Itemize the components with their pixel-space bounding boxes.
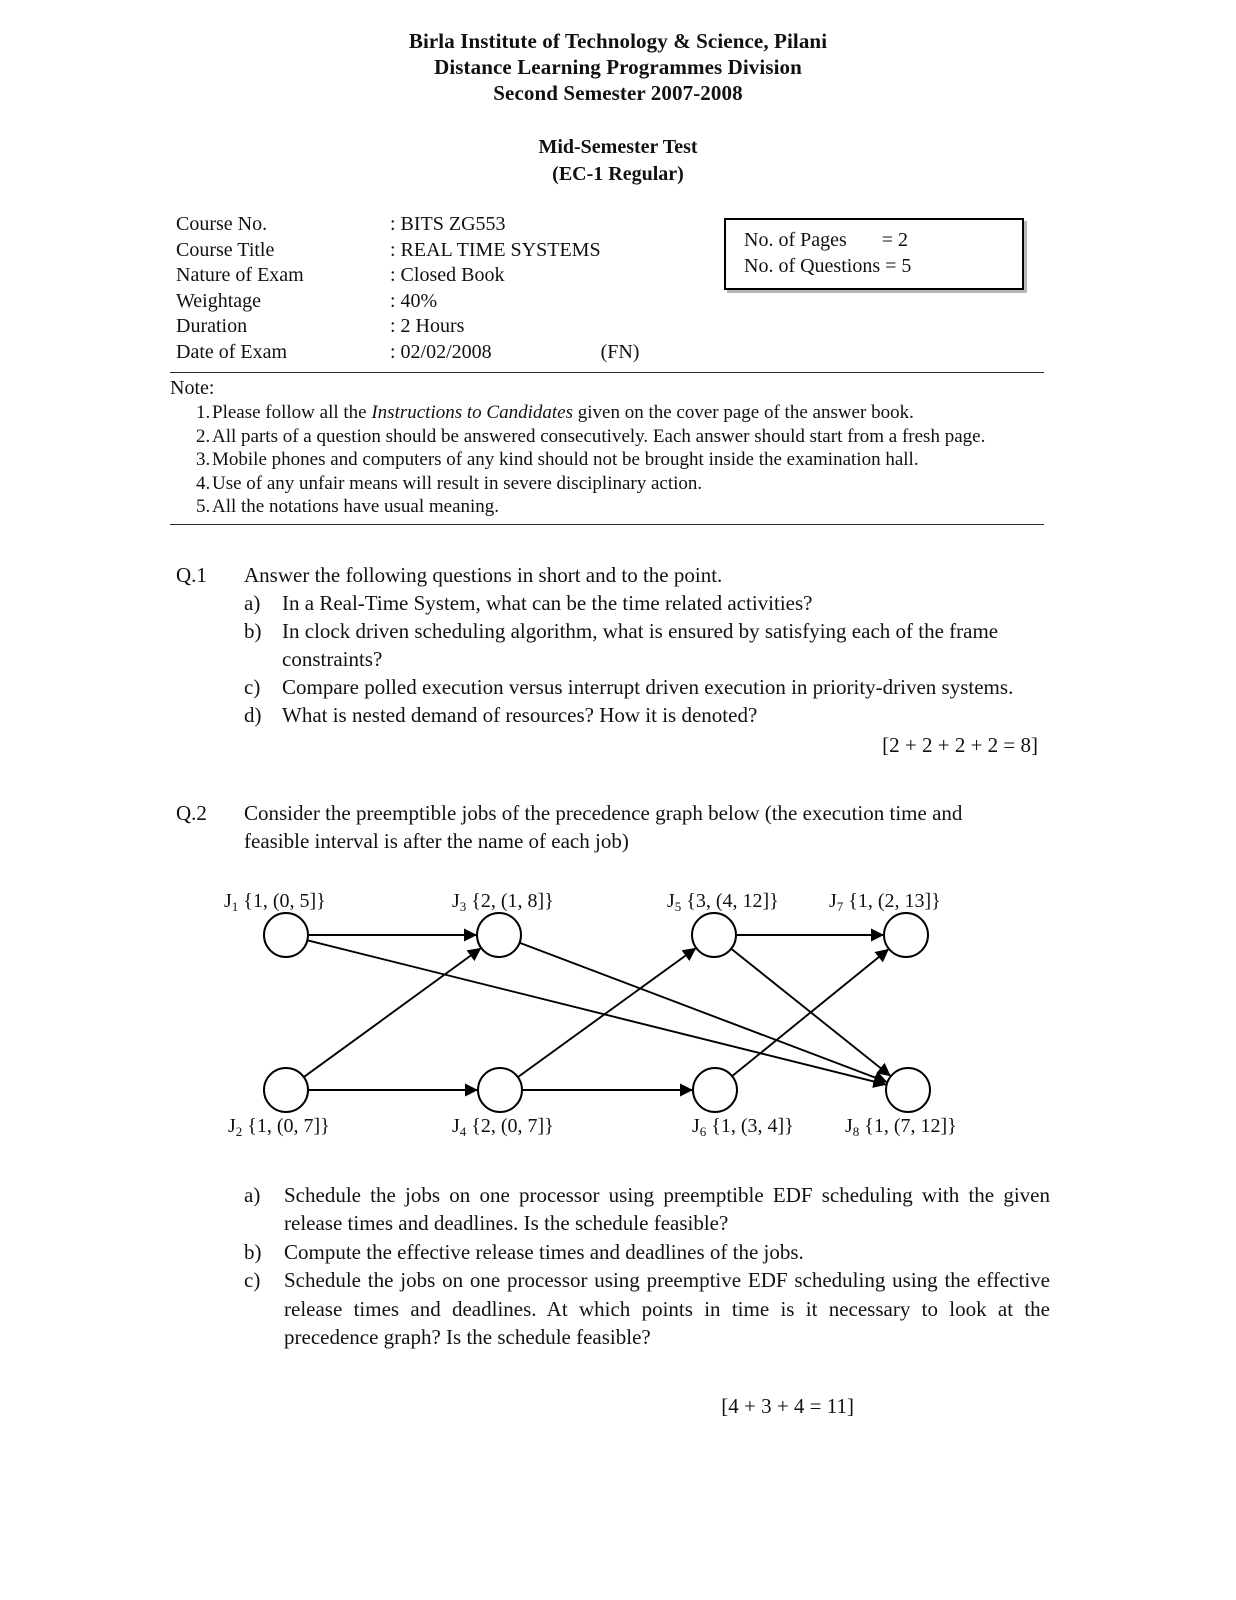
institute-header [0, 0, 1236, 106]
note-number: 2. [196, 425, 211, 447]
question-1-stem [176, 561, 1046, 589]
list-item [244, 673, 1046, 701]
divider-bottom [170, 524, 1044, 525]
semester-name: Second Semester 2007-2008 [493, 81, 743, 105]
table-row [176, 314, 639, 340]
table-row [176, 289, 639, 315]
list-item [244, 1238, 1050, 1267]
graph-node-j6 [693, 1068, 737, 1112]
part-text: In a Real-Time System, what can be the time related activities? [282, 590, 813, 615]
note-text: Mobile phones and computers of any kind should not be brought inside the examination hall. [212, 449, 919, 470]
course-info-table [176, 212, 639, 365]
no-of-pages: No. of Pages = 2 [744, 229, 909, 251]
table-row [176, 263, 639, 289]
institute-name: Birla Institute of Technology & Science, Pilani [408, 29, 828, 53]
course-title-extra [601, 238, 640, 264]
division-name: Distance Learning Programmes Division [434, 55, 802, 79]
list-item [170, 425, 1236, 449]
part-text: Compare polled execution versus interrupt driven execution in priority-driven systems. [282, 674, 1014, 699]
part-text: Compute the effective release times and deadlines of the jobs. [284, 1239, 804, 1264]
note-number: 1. [196, 402, 211, 423]
list-item [244, 1266, 1050, 1352]
question-2 [0, 799, 1236, 855]
graph-node-label-j5: $J_5$ {3, (4, 12]} [667, 889, 779, 914]
part-text: Schedule the jobs on one processor using preemptible EDF scheduling with the given release times and deadlines. Is the schedule feasible? [284, 1182, 1050, 1235]
graph-node-label-j6: $J_6$ {1, (3, 4]} [692, 1114, 794, 1139]
part-marker: b) [244, 618, 262, 643]
question-2-stem-text: Consider the preemptible jobs of the precedence graph below (the execution time and feasible interval is after the name of each job) [244, 800, 963, 853]
note-text-pre: Please follow all the [212, 402, 372, 423]
part-text: In clock driven scheduling algorithm, what is ensured by satisfying each of the frame constraints? [282, 618, 999, 671]
course-title-value: : REAL TIME SYSTEMS [390, 238, 601, 261]
course-no-extra [601, 212, 640, 238]
part-text: What is nested demand of resources? How it is denoted? [282, 702, 758, 727]
date-of-exam-session: (FN) [600, 340, 640, 363]
test-title-block [0, 134, 1236, 188]
graph-node-label-j2: $J_2$ {1, (0, 7]} [228, 1114, 330, 1139]
date-of-exam-value: : 02/02/2008 [390, 340, 492, 363]
question-2-number: Q.2 [176, 800, 207, 825]
graph-edge-j4-to-j5 [518, 948, 696, 1077]
course-title-label: Course Title [176, 238, 275, 261]
part-marker: c) [244, 1268, 261, 1292]
weightage-label: Weightage [176, 289, 262, 312]
list-item [170, 495, 1236, 519]
nature-of-exam-value: : Closed Book [390, 264, 505, 286]
table-row [176, 340, 639, 366]
question-1-parts [176, 589, 1046, 729]
note-text-post: given on the cover page of the answer book. [572, 402, 914, 423]
list-item [244, 701, 1046, 729]
note-text: All parts of a question should be answered consecutively. Each answer should start from a fresh page. [212, 425, 986, 447]
note-text-emphasis: Instructions to Candidates [371, 402, 573, 423]
graph-node-label-j7: $J_7$ {1, (2, 13]} [829, 889, 941, 914]
part-marker: a) [244, 590, 261, 615]
list-item [244, 589, 1046, 617]
graph-node-j3 [477, 913, 521, 957]
list-item [170, 472, 1236, 496]
duration-extra [601, 314, 640, 340]
table-row [176, 238, 639, 264]
part-marker: c) [244, 674, 261, 699]
list-item [170, 448, 1236, 472]
graph-node-j4 [478, 1068, 522, 1112]
test-component: (EC-1 Regular) [552, 163, 684, 185]
part-text: Schedule the jobs on one processor using preemptive EDF scheduling using the effective release times and deadlines. At which points in time is it necessary to look at the precedence graph? Is the schedule feasible? [284, 1268, 1050, 1349]
duration-label: Duration [176, 315, 248, 337]
graph-node-label-j8: $J_8$ {1, (7, 12]} [845, 1114, 957, 1139]
part-marker: a) [244, 1182, 261, 1207]
list-item [244, 617, 1046, 673]
course-no-label: Course No. [176, 213, 268, 235]
date-of-exam-label: Date of Exam [176, 340, 288, 363]
note-text: All the notations have usual meaning. [212, 496, 500, 517]
graph-node-j8 [886, 1068, 930, 1112]
pages-questions-box [724, 218, 1024, 290]
nature-of-exam-label: Nature of Exam [176, 264, 304, 286]
question-1-stem-text: Answer the following questions in short and to the point. [244, 562, 723, 587]
note-number: 3. [196, 449, 211, 470]
graph-node-label-j4: $J_4$ {2, (0, 7]} [452, 1114, 554, 1139]
weightage-extra [601, 289, 640, 315]
weightage-value: : 40% [390, 289, 438, 312]
list-item [170, 401, 1236, 425]
graph-node-j7 [884, 913, 928, 957]
note-number: 4. [196, 472, 211, 494]
question-2-parts [0, 1181, 1236, 1419]
graph-edge-layer [304, 935, 890, 1090]
precedence-graph-svg [0, 865, 1236, 1135]
part-marker: b) [244, 1239, 262, 1264]
duration-value: : 2 Hours [390, 315, 465, 337]
note-list [170, 401, 1236, 519]
nature-of-exam-extra [601, 263, 640, 289]
part-marker: d) [244, 702, 262, 727]
graph-node-label-j1: $J_1$ {1, (0, 5]} [224, 889, 326, 914]
question-2-stem [176, 799, 1046, 855]
question-2-marks: [4 + 3 + 4 = 11] [721, 1393, 854, 1418]
question-2-part-list [244, 1181, 1050, 1352]
test-name: Mid-Semester Test [538, 136, 698, 158]
graph-node-label-j3: $J_3$ {2, (1, 8]} [452, 889, 554, 914]
course-info-zone [0, 212, 1236, 365]
note-number: 5. [196, 496, 211, 517]
list-item [244, 1181, 1050, 1238]
question-1 [0, 561, 1236, 759]
note-title: Note: [170, 377, 215, 399]
note-section [0, 376, 1236, 519]
graph-node-j5 [692, 913, 736, 957]
course-no-value: : BITS ZG553 [390, 213, 506, 235]
note-text: Use of any unfair means will result in severe disciplinary action. [212, 472, 703, 494]
table-row [176, 212, 639, 238]
no-of-questions: No. of Questions = 5 [744, 255, 912, 277]
graph-node-j1 [264, 913, 308, 957]
precedence-graph [0, 865, 1236, 1139]
graph-node-j2 [264, 1068, 308, 1112]
graph-edge-j2-to-j3 [304, 948, 481, 1077]
question-1-marks: [2 + 2 + 2 + 2 = 8] [882, 732, 1038, 757]
divider-top [170, 372, 1044, 373]
question-1-number: Q.1 [176, 562, 207, 587]
graph-edge-j3-to-j8 [520, 942, 887, 1081]
